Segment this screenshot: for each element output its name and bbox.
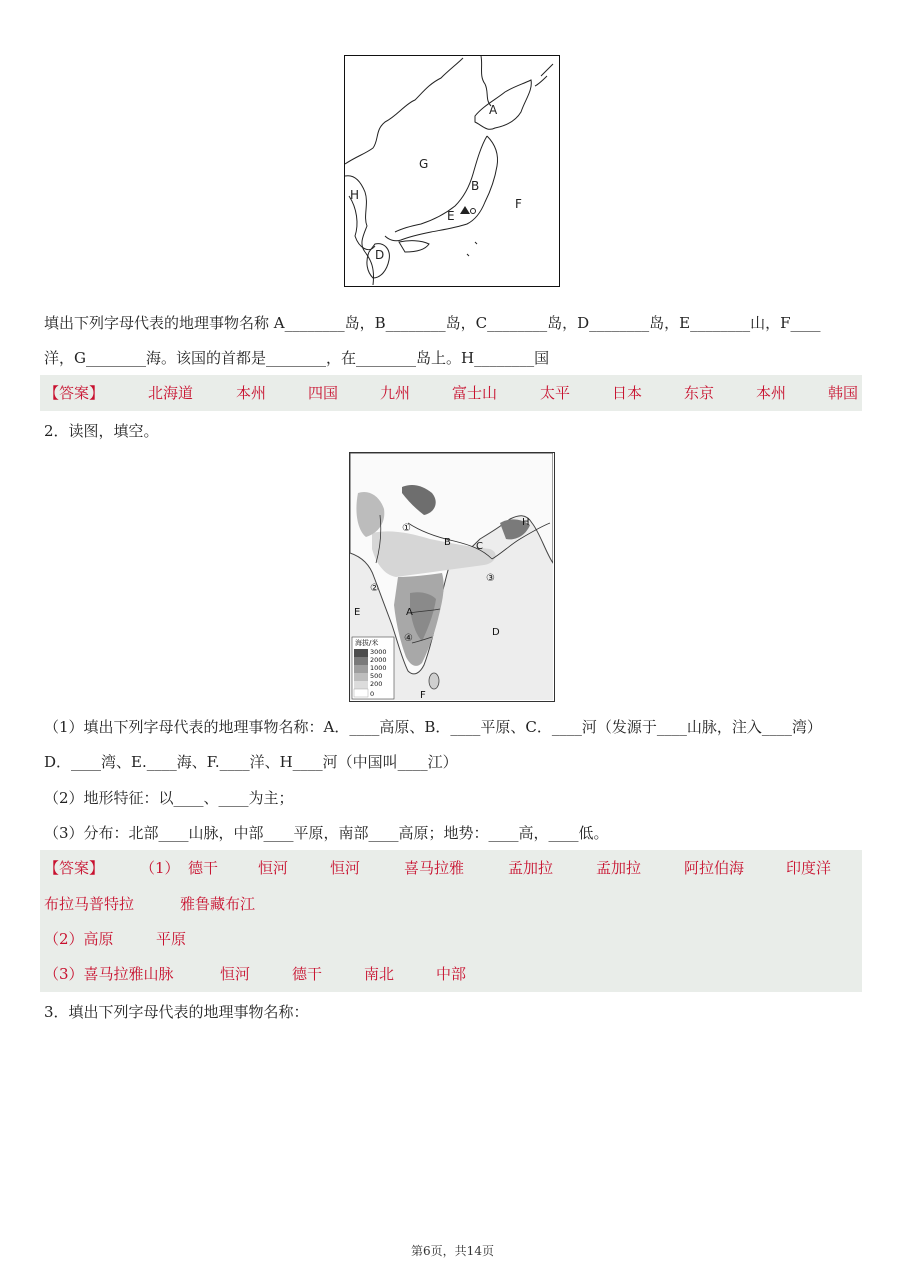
q1-answer-item: 韩国 bbox=[828, 384, 859, 402]
q1-answer-item: 本州 bbox=[236, 384, 267, 402]
q2-answer-item: 南北 bbox=[364, 965, 395, 983]
q2-answer-item: 恒河 bbox=[258, 859, 289, 877]
q2-answer-item: 平原 bbox=[156, 930, 187, 948]
map1-label-e: E bbox=[447, 209, 455, 223]
q2-answer-item: 喜马拉雅 bbox=[404, 859, 465, 877]
map1-label-a: A bbox=[489, 103, 498, 117]
q2-answer-item: （1） bbox=[140, 859, 180, 877]
q2-sub2: （2）地形特征：以____、____为主； bbox=[44, 789, 294, 807]
map2-label-b: B bbox=[444, 537, 451, 548]
q1-line2: 洋，G________海。该国的首都是________，在________岛上。H________国 bbox=[44, 349, 550, 367]
q1-line1: 填出下列字母代表的地理事物名称 A________岛，B________岛，C________岛，D________岛，E________山，F____ bbox=[44, 314, 821, 332]
map2-legend bbox=[352, 637, 394, 699]
south-asia-map-svg bbox=[350, 453, 553, 700]
q2-answer-item: 恒河 bbox=[220, 965, 251, 983]
q2-answer-tag: 【答案】 bbox=[44, 859, 105, 877]
q2-answer-item: 中部 bbox=[436, 965, 467, 983]
map2-label-4: ④ bbox=[404, 633, 413, 644]
q2-sub1-line1: （1）填出下列字母代表的地理事物名称：A．____高原、B．____平原、C．____河（发源于____山脉，注入____湾） bbox=[44, 718, 822, 736]
q2-answer-item: （2）高原 bbox=[44, 930, 114, 948]
q2-answer-item: 雅鲁藏布江 bbox=[180, 895, 256, 913]
japan-map-labels bbox=[350, 103, 522, 262]
q1-answer-item: 本州 bbox=[756, 384, 787, 402]
q2-answer-item: 恒河 bbox=[330, 859, 361, 877]
map1-label-b: B bbox=[471, 179, 480, 193]
q2-answer-item: 印度洋 bbox=[786, 859, 832, 877]
q1-answer-item: 四国 bbox=[308, 384, 339, 402]
q1-answer-item: 北海道 bbox=[148, 384, 194, 402]
page-footer: 第6页，共14页 bbox=[411, 1244, 494, 1258]
map2-label-2: ② bbox=[370, 583, 379, 594]
japan-map-svg bbox=[345, 56, 558, 285]
legend-value: 3000 bbox=[370, 648, 387, 656]
q1-answer-tag: 【答案】 bbox=[44, 384, 105, 402]
q1-answer-item: 九州 bbox=[380, 384, 411, 402]
q2-answer-item: 德干 bbox=[188, 859, 219, 877]
q2-sub1-line2: D．____湾、E.____海、F.____洋、H____河（中国叫____江） bbox=[44, 753, 458, 771]
q2-answer-item: 孟加拉 bbox=[508, 859, 554, 877]
map2-label-f: F bbox=[420, 690, 426, 700]
legend-value: 2000 bbox=[370, 656, 387, 664]
map2-label-d: D bbox=[492, 627, 500, 638]
q2-answer-item: 布拉马普特拉 bbox=[44, 895, 135, 913]
map1-label-f: F bbox=[515, 197, 522, 211]
q2-answer-item: 阿拉伯海 bbox=[684, 859, 745, 877]
south-asia-map bbox=[349, 452, 555, 702]
q3-title: 3．填出下列字母代表的地理事物名称： bbox=[44, 1003, 309, 1021]
map2-label-3: ③ bbox=[486, 573, 495, 584]
q2-answer-item: （3）喜马拉雅山脉 bbox=[44, 965, 174, 983]
q2-answer-item: 孟加拉 bbox=[596, 859, 642, 877]
legend-title: 海拔/米 bbox=[355, 639, 379, 647]
map2-label-c: C bbox=[476, 541, 483, 552]
legend-value: 0 bbox=[370, 690, 375, 698]
map1-label-h: H bbox=[350, 188, 360, 202]
map2-label-e: E bbox=[354, 607, 361, 618]
q2-sub3: （3）分布：北部____山脉，中部____平原，南部____高原；地势：____高，____低。 bbox=[44, 824, 609, 842]
q1-answer-item: 富士山 bbox=[452, 384, 498, 402]
map2-label-a: A bbox=[406, 607, 413, 618]
japan-map bbox=[344, 55, 560, 287]
q1-answer-item: 东京 bbox=[684, 384, 715, 402]
legend-value: 1000 bbox=[370, 664, 387, 672]
map1-label-g: G bbox=[419, 157, 429, 171]
map2-label-1: ① bbox=[402, 523, 411, 534]
map2-label-h: H bbox=[522, 517, 530, 528]
q2-title: 2．读图，填空。 bbox=[44, 422, 159, 440]
legend-value: 200 bbox=[370, 680, 383, 688]
q1-answer-item: 太平 bbox=[540, 384, 571, 402]
q2-answer-item: 德干 bbox=[292, 965, 323, 983]
map1-label-d: D bbox=[375, 248, 385, 262]
legend-value: 500 bbox=[370, 672, 383, 680]
q1-answer-item: 日本 bbox=[612, 384, 643, 402]
